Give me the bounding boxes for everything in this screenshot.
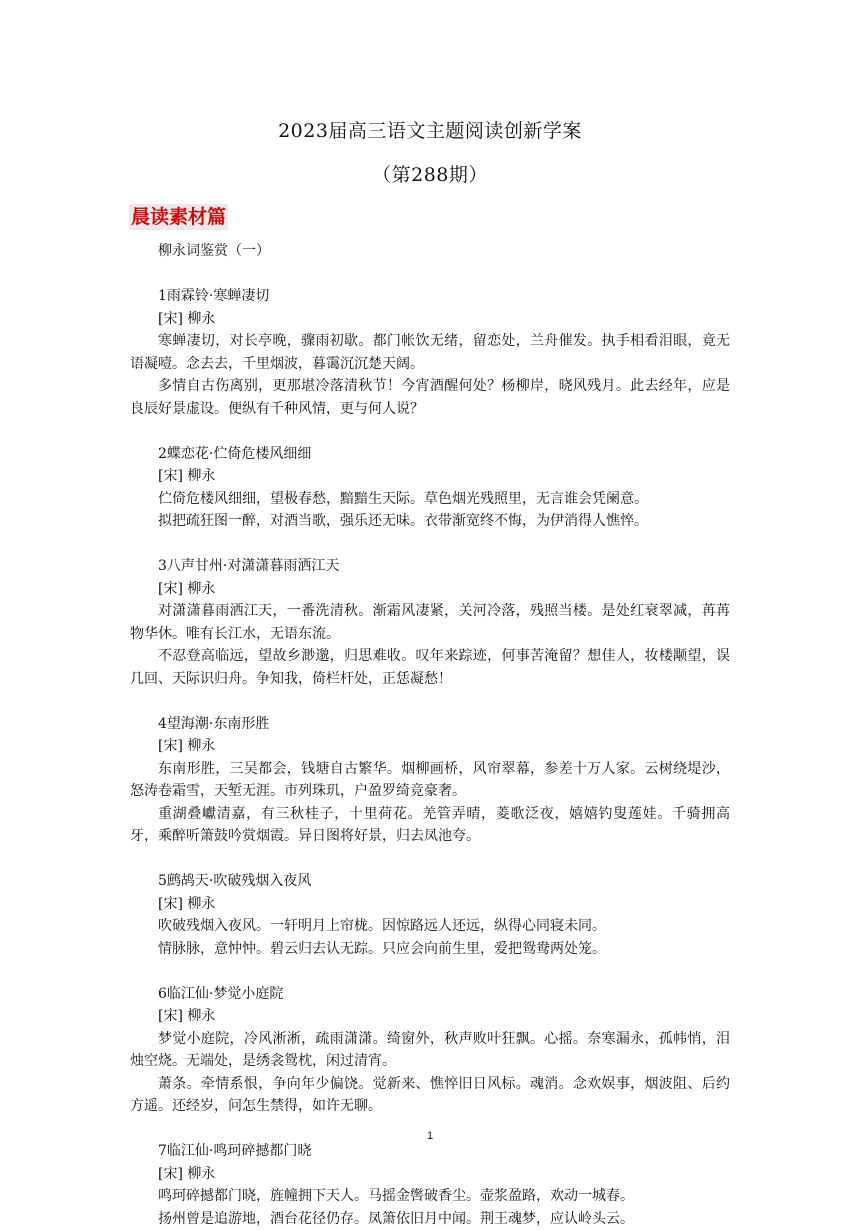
document-body xyxy=(130,240,730,1230)
poem-paragraph: 多情自古伤离别，更那堪冷落清秋节！今宵酒醒何处？杨柳岸，晓风残月。此去经年，应是良辰好景虚设。便纵有千种风情，更与何人说？ xyxy=(130,375,730,420)
issue-number: （第288期） xyxy=(0,160,860,187)
poem-heading: 6临江仙·梦觉小庭院 xyxy=(130,983,730,1006)
poem-author: [宋] 柳永 xyxy=(130,1163,730,1186)
poem-paragraph: 吹破残烟入夜风。一轩明月上帘栊。因惊路远人还远，纵得心同寝未同。 xyxy=(130,915,730,938)
section-heading: 晨读素材篇 xyxy=(129,204,228,230)
poem-paragraph: 萧条。牵情系恨，争向年少偏饶。觉新来、憔悴旧日风标。魂消。念欢娱事，烟波阻、后约方遥。还经岁，问怎生禁得，如许无聊。 xyxy=(130,1073,730,1118)
poem-paragraph: 鸣珂碎撼都门晓，旌幢拥下天人。马摇金辔破香尘。壶浆盈路，欢动一城春。 xyxy=(130,1185,730,1208)
poem-author: [宋] 柳永 xyxy=(130,465,730,488)
poem-heading: 1雨霖铃·寒蝉凄切 xyxy=(130,285,730,308)
poem-block xyxy=(130,870,730,960)
poem-heading: 3八声甘州·对潇潇暮雨洒江天 xyxy=(130,555,730,578)
poem-heading: 7临江仙·鸣珂碎撼都门晓 xyxy=(130,1140,730,1163)
poem-block xyxy=(130,285,730,420)
page-number: 1 xyxy=(0,1130,860,1142)
poem-block xyxy=(130,983,730,1118)
poem-heading: 5鹧鸪天·吹破残烟入夜风 xyxy=(130,870,730,893)
subtitle: 柳永词鉴赏（一） xyxy=(130,240,730,263)
poem-paragraph: 情脉脉，意忡忡。碧云归去认无踪。只应会向前生里，爱把鸳鸯两处笼。 xyxy=(130,938,730,961)
poem-author: [宋] 柳永 xyxy=(130,578,730,601)
poem-paragraph: 对潇潇暮雨洒江天，一番洗清秋。渐霜风凄紧，关河冷落，残照当楼。是处红衰翠减，苒苒物华休。唯有长江水，无语东流。 xyxy=(130,600,730,645)
poem-block xyxy=(130,443,730,533)
poem-paragraph: 梦觉小庭院，冷风淅淅，疏雨潇潇。绮窗外，秋声败叶狂飘。心摇。奈寒漏永，孤帏悄，泪烛空烧。无端处，是绣衾鸳枕，闲过清宵。 xyxy=(130,1028,730,1073)
poem-paragraph: 伫倚危楼风细细，望极春愁，黯黯生天际。草色烟光残照里，无言谁会凭阑意。 xyxy=(130,488,730,511)
document-title: 2023届高三语文主题阅读创新学案 xyxy=(0,116,860,143)
poem-block xyxy=(130,713,730,848)
poem-paragraph: 扬州曾是追游地，酒台花径仍存。凤箫依旧月中闻。荆王魂梦，应认岭头云。 xyxy=(130,1208,730,1230)
poem-author: [宋] 柳永 xyxy=(130,893,730,916)
poem-paragraph: 寒蝉凄切，对长亭晚，骤雨初歇。都门帐饮无绪，留恋处，兰舟催发。执手相看泪眼，竟无语凝噎。念去去，千里烟波，暮霭沉沉楚天阔。 xyxy=(130,330,730,375)
poem-block xyxy=(130,555,730,690)
poem-author: [宋] 柳永 xyxy=(130,1005,730,1028)
poem-author: [宋] 柳永 xyxy=(130,735,730,758)
poem-paragraph: 不忍登高临远，望故乡渺邈，归思难收。叹年来踪迹，何事苦淹留？想佳人，妆楼颙望，误几回、天际识归舟。争知我，倚栏杆处，正恁凝愁！ xyxy=(130,645,730,690)
poem-heading: 4望海潮·东南形胜 xyxy=(130,713,730,736)
poem-author: [宋] 柳永 xyxy=(130,308,730,331)
poem-paragraph: 重湖叠巘清嘉，有三秋桂子，十里荷花。羌管弄晴，菱歌泛夜，嬉嬉钓叟莲娃。千骑拥高牙，乘醉听箫鼓吟赏烟霞。异日图将好景，归去凤池夸。 xyxy=(130,803,730,848)
poem-paragraph: 东南形胜，三吴都会，钱塘自古繁华。烟柳画桥，风帘翠幕，参差十万人家。云树绕堤沙，怒涛卷霜雪，天堑无涯。市列珠玑，户盈罗绮竞豪奢。 xyxy=(130,758,730,803)
poem-heading: 2蝶恋花·伫倚危楼风细细 xyxy=(130,443,730,466)
poem-block xyxy=(130,1140,730,1230)
poem-paragraph: 拟把疏狂图一醉，对酒当歌，强乐还无味。衣带渐宽终不悔，为伊消得人憔悴。 xyxy=(130,510,730,533)
